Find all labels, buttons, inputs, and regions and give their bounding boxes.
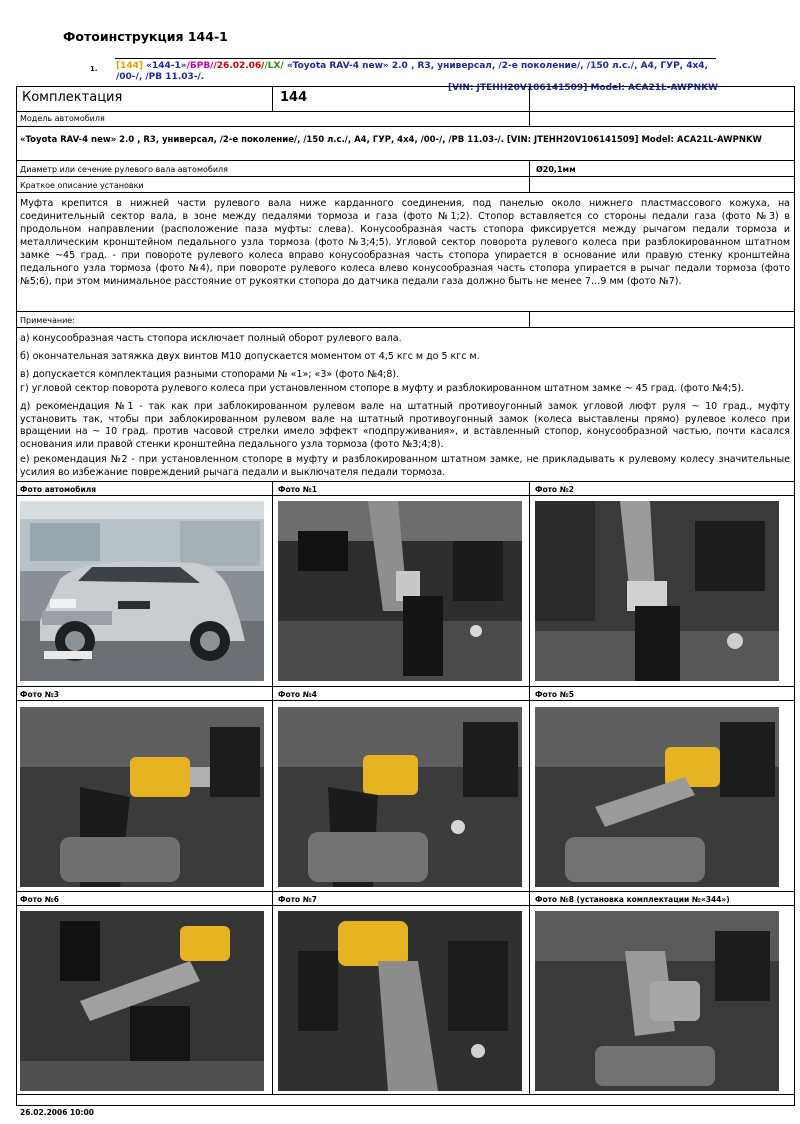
header-rule xyxy=(115,58,716,59)
photo-label: Фото №8 (установка комплектации №«344») xyxy=(535,895,730,904)
note-item: е) рекомендация №2 - при установленном стопоре в муфту и разблокированном штатном замке, не прикладывать к рулевому колесу значительные усилия во избежание повреждений рычага педали и выключателя педали тормоза. xyxy=(20,454,790,478)
photo-label: Фото №6 xyxy=(20,895,59,904)
note-item: а) конусообразная часть стопора исключает полный оборот рулевого вала. xyxy=(20,333,402,344)
diameter-value: Ø20,1мм xyxy=(536,165,576,174)
page-title: Фотоинструкция 144-1 xyxy=(63,29,228,44)
description-label: Краткое описание установки xyxy=(20,181,144,190)
header-tag-2: /LX/ xyxy=(264,61,284,71)
divider xyxy=(529,86,530,111)
kit-value: 144 xyxy=(280,90,308,105)
installation-photo-7 xyxy=(278,911,522,1091)
model-text: «Toyota RAV-4 new» 2.0 , R3, универсал, /2-е поколение/, /150 л.с./, A4, ГУР, 4x4, /00-/, /PB 11.03-/. [VIN: JTEHH20V106141509] Model: ACA21L-AWPNKW xyxy=(20,135,762,145)
note-item: в) допускается комплектация разными стопорами № «1»; «3» (фото №4;8). xyxy=(20,369,400,380)
photo-label: Фото №7 xyxy=(278,895,317,904)
divider xyxy=(16,327,795,328)
divider xyxy=(529,176,530,192)
divider xyxy=(16,160,795,161)
divider xyxy=(16,686,795,687)
note-item: д) рекомендация №1 - так как при заблокированном рулевом вале на штатный противоугонный замок угловой люфт руля ~ 10 град., муфту установить так, чтобы при заблокированном рулевом вале на штатный противоугонный замок (колеса выставлены прямо) рулевое колесо при вращении на ~ 10 град. против часовой стрелки имело эффект «подпруживания», и вставленный стопор, конусообразной частью, почти касался основания или правой стенки кронштейна педального узла тормоза (фото №3;4;8). xyxy=(20,401,790,450)
photo-label: Фото №5 xyxy=(535,690,574,699)
divider xyxy=(272,481,273,1094)
divider xyxy=(16,481,795,482)
header-tag-1: /БРВ/ xyxy=(186,61,214,71)
photo-label: Фото №4 xyxy=(278,690,317,699)
divider xyxy=(16,311,795,312)
divider xyxy=(16,176,795,177)
header-specs: 2.0 , R3, универсал, /2-е поколение/, /150 л.с./, A4, ГУР, 4x4, /00-/, /PB 11.03-/. xyxy=(116,61,708,82)
installation-photo-4 xyxy=(278,707,522,887)
divider xyxy=(529,160,530,176)
divider xyxy=(16,891,795,892)
footer-timestamp: 26.02.2006 10:00 xyxy=(20,1108,94,1117)
divider xyxy=(16,126,795,127)
photo-label: Фото №2 xyxy=(535,485,574,494)
divider xyxy=(16,111,795,112)
car-photo xyxy=(20,501,264,681)
divider xyxy=(16,700,795,701)
installation-photo-2 xyxy=(535,501,779,681)
photo-label: Фото №3 xyxy=(20,690,59,699)
divider xyxy=(16,192,795,193)
header-date: /26.02.06/ xyxy=(213,61,265,71)
note-label: Примечание: xyxy=(20,316,75,325)
divider xyxy=(16,1094,795,1095)
divider xyxy=(529,311,530,327)
document-table xyxy=(16,86,795,1123)
kit-label: Комплектация xyxy=(22,90,123,105)
header-car: «Toyota RAV-4 new» xyxy=(286,61,389,71)
note-item: г) угловой сектор поворота рулевого колеса при установленном стопоре в муфту и разблокированном штатном замке ~ 45 град. (фото №4;5). xyxy=(20,383,745,394)
photo-label: Фото автомобиля xyxy=(20,485,97,494)
installation-photo-1 xyxy=(278,501,522,681)
divider xyxy=(529,481,530,1094)
installation-photo-5 xyxy=(535,707,779,887)
header-code-2: «144-1» xyxy=(146,61,187,71)
note-item: б) окончательная затяжка двух винтов М10 допускается моментом от 4,5 кгс м до 5 кгс м. xyxy=(20,351,480,362)
divider xyxy=(272,86,273,111)
header-vin: [VIN: JTEHH20V106141509] Model: ACA21L-AWPNKW xyxy=(447,83,718,93)
installation-photo-8 xyxy=(535,911,779,1091)
installation-photo-6 xyxy=(20,911,264,1091)
divider xyxy=(16,905,795,906)
description-text: Муфта крепится в нижней части рулевого вала ниже карданного соединения, под панелью около нижнего пластмассового кожуха, на соединительный сектор вала, в зоне между педалями тормоза и газа (фото №1;2). Стопор вставляется со стороны педали газа (фото №3) в продольном направлении (расположение паза муфты: слева). Конусообразная часть стопора фиксируется между рычагом педали тормоза и металлическим кронштейном педального узла тормоза (фото №3;4;5). Угловой сектор поворота рулевого колеса при разблокированном штатном замке ~45 град. - при повороте рулевого колеса вправо конусообразная часть стопора упирается в основание или правую стенку кронштейна педального узла тормоза (фото №4), при повороте рулевого колеса влево конусообразная часть стопора упирается в рычаг педали тормоза (фото №5;6), при этом минимальное расстояние от рукоятки стопора до датчика педали газа должно быть не менее 7…9 мм (фото №7). xyxy=(20,198,790,287)
installation-photo-3 xyxy=(20,707,264,887)
divider xyxy=(16,495,795,496)
divider xyxy=(529,111,530,126)
header-number: 1. xyxy=(90,65,98,73)
diameter-label: Диаметр или сечение рулевого вала автомобиля xyxy=(20,165,228,174)
photo-label: Фото №1 xyxy=(278,485,317,494)
header-code-1: [144] xyxy=(116,61,144,71)
model-label: Модель автомобиля xyxy=(20,114,105,123)
